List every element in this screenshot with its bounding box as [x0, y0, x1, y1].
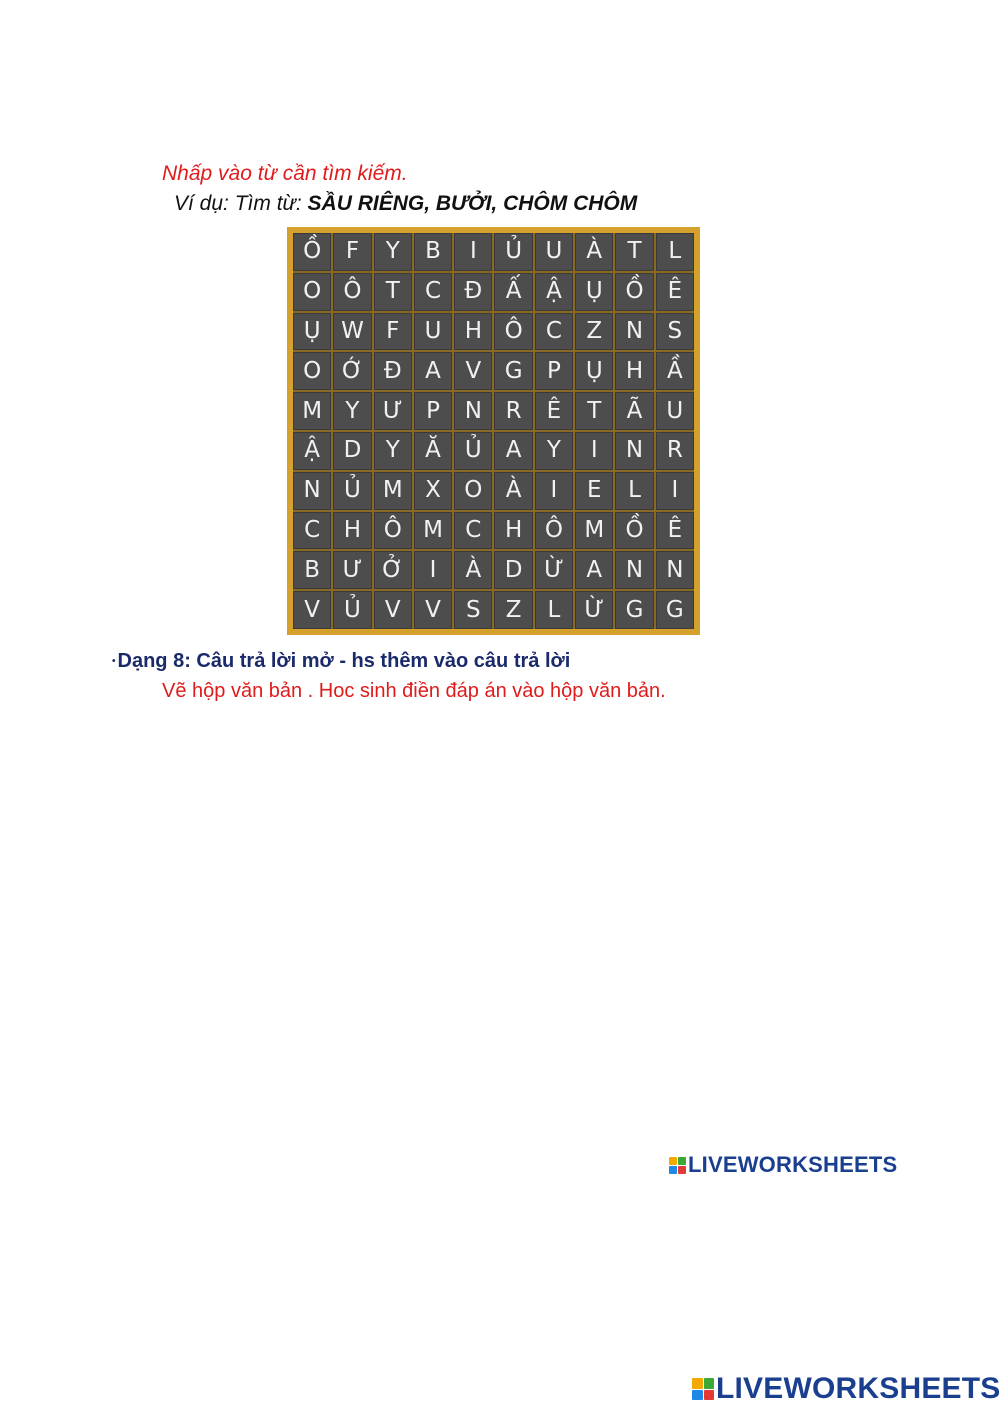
- grid-cell-r6-c10[interactable]: R: [656, 432, 694, 470]
- example-prefix: Ví dụ: Tìm từ:: [174, 192, 308, 215]
- grid-cell-r8-c7[interactable]: Ô: [535, 512, 573, 550]
- grid-cell-r9-c5[interactable]: À: [454, 551, 492, 589]
- grid-cell-r8-c3[interactable]: Ô: [374, 512, 412, 550]
- grid-cell-r7-c10[interactable]: I: [656, 472, 694, 510]
- grid-cell-r8-c6[interactable]: H: [494, 512, 532, 550]
- grid-cell-r3-c5[interactable]: H: [454, 313, 492, 351]
- grid-cell-r10-c5[interactable]: S: [454, 591, 492, 629]
- grid-cell-r7-c6[interactable]: À: [494, 472, 532, 510]
- liveworksheets-mark-icon: [669, 1157, 686, 1174]
- grid-cell-r5-c8[interactable]: T: [575, 392, 613, 430]
- grid-cell-r9-c8[interactable]: A: [575, 551, 613, 589]
- grid-cell-r4-c6[interactable]: G: [494, 352, 532, 390]
- grid-cell-r7-c8[interactable]: E: [575, 472, 613, 510]
- grid-cell-r1-c8[interactable]: À: [575, 233, 613, 271]
- grid-cell-r8-c9[interactable]: Ồ: [615, 512, 653, 550]
- grid-cell-r7-c9[interactable]: L: [615, 472, 653, 510]
- bullet-icon: •: [112, 656, 116, 668]
- grid-cell-r6-c3[interactable]: Y: [374, 432, 412, 470]
- grid-cell-r6-c2[interactable]: D: [333, 432, 371, 470]
- grid-cell-r2-c3[interactable]: T: [374, 273, 412, 311]
- grid-cell-r3-c4[interactable]: U: [414, 313, 452, 351]
- grid-cell-r3-c8[interactable]: Z: [575, 313, 613, 351]
- grid-cell-r3-c7[interactable]: C: [535, 313, 573, 351]
- grid-cell-r9-c9[interactable]: N: [615, 551, 653, 589]
- grid-cell-r9-c2[interactable]: Ư: [333, 551, 371, 589]
- logo-text: LIVEWORKSHEETS: [716, 1372, 1000, 1405]
- grid-cell-r3-c1[interactable]: Ụ: [293, 313, 331, 351]
- grid-cell-r5-c6[interactable]: R: [494, 392, 532, 430]
- grid-cell-r4-c1[interactable]: O: [293, 352, 331, 390]
- grid-cell-r10-c3[interactable]: V: [374, 591, 412, 629]
- grid-cell-r5-c9[interactable]: Ã: [615, 392, 653, 430]
- grid-cell-r8-c10[interactable]: Ê: [656, 512, 694, 550]
- grid-cell-r9-c3[interactable]: Ở: [374, 551, 412, 589]
- grid-cell-r5-c7[interactable]: Ê: [535, 392, 573, 430]
- grid-cell-r5-c3[interactable]: Ư: [374, 392, 412, 430]
- grid-cell-r5-c2[interactable]: Y: [333, 392, 371, 430]
- grid-cell-r1-c10[interactable]: L: [656, 233, 694, 271]
- grid-cell-r6-c7[interactable]: Y: [535, 432, 573, 470]
- grid-cell-r1-c2[interactable]: F: [333, 233, 371, 271]
- grid-cell-r1-c9[interactable]: T: [615, 233, 653, 271]
- grid-cell-r7-c1[interactable]: N: [293, 472, 331, 510]
- grid-cell-r7-c7[interactable]: I: [535, 472, 573, 510]
- grid-cell-r5-c1[interactable]: M: [293, 392, 331, 430]
- grid-cell-r4-c8[interactable]: Ụ: [575, 352, 613, 390]
- grid-cell-r6-c9[interactable]: N: [615, 432, 653, 470]
- grid-cell-r4-c4[interactable]: A: [414, 352, 452, 390]
- grid-cell-r3-c3[interactable]: F: [374, 313, 412, 351]
- grid-cell-r5-c5[interactable]: N: [454, 392, 492, 430]
- grid-cell-r2-c1[interactable]: O: [293, 273, 331, 311]
- grid-cell-r1-c7[interactable]: U: [535, 233, 573, 271]
- grid-cell-r7-c2[interactable]: Ủ: [333, 472, 371, 510]
- grid-cell-r2-c8[interactable]: Ụ: [575, 273, 613, 311]
- word-search-grid: [293, 233, 694, 629]
- grid-cell-r6-c1[interactable]: Ậ: [293, 432, 331, 470]
- grid-cell-r8-c8[interactable]: M: [575, 512, 613, 550]
- grid-cell-r7-c5[interactable]: O: [454, 472, 492, 510]
- grid-cell-r8-c2[interactable]: H: [333, 512, 371, 550]
- grid-cell-r6-c4[interactable]: Ă: [414, 432, 452, 470]
- grid-cell-r4-c5[interactable]: V: [454, 352, 492, 390]
- grid-cell-r4-c9[interactable]: H: [615, 352, 653, 390]
- section-8-heading: [112, 650, 570, 673]
- grid-cell-r2-c5[interactable]: Đ: [454, 273, 492, 311]
- grid-cell-r10-c8[interactable]: Ừ: [575, 591, 613, 629]
- logo-text: LIVEWORKSHEETS: [688, 1152, 898, 1177]
- grid-cell-r10-c2[interactable]: Ủ: [333, 591, 371, 629]
- grid-cell-r8-c5[interactable]: C: [454, 512, 492, 550]
- grid-cell-r1-c6[interactable]: Ủ: [494, 233, 532, 271]
- grid-cell-r4-c10[interactable]: Ầ: [656, 352, 694, 390]
- grid-cell-r6-c8[interactable]: I: [575, 432, 613, 470]
- section-8-title: Dạng 8: Câu trả lời mở - hs thêm vào câu trả lời: [117, 650, 571, 672]
- grid-cell-r4-c2[interactable]: Ớ: [333, 352, 371, 390]
- grid-cell-r1-c4[interactable]: B: [414, 233, 452, 271]
- grid-cell-r4-c3[interactable]: Đ: [374, 352, 412, 390]
- grid-cell-r6-c6[interactable]: A: [494, 432, 532, 470]
- grid-cell-r8-c4[interactable]: M: [414, 512, 452, 550]
- grid-cell-r6-c5[interactable]: Ủ: [454, 432, 492, 470]
- grid-cell-r10-c10[interactable]: G: [656, 591, 694, 629]
- grid-cell-r2-c7[interactable]: Ậ: [535, 273, 573, 311]
- grid-cell-r3-c2[interactable]: W: [333, 313, 371, 351]
- section-8-instruction: Vẽ hộp văn bản . Hoc sinh điền đáp án vào hộp văn bản.: [162, 680, 666, 702]
- example-words: SẦU RIÊNG, BƯỞI, CHÔM CHÔM: [307, 192, 638, 215]
- grid-cell-r1-c3[interactable]: Y: [374, 233, 412, 271]
- grid-cell-r3-c9[interactable]: N: [615, 313, 653, 351]
- grid-cell-r10-c4[interactable]: V: [414, 591, 452, 629]
- word-search-board: [287, 227, 700, 635]
- grid-cell-r5-c4[interactable]: P: [414, 392, 452, 430]
- grid-cell-r7-c3[interactable]: M: [374, 472, 412, 510]
- grid-cell-r3-c6[interactable]: Ô: [494, 313, 532, 351]
- grid-cell-r9-c1[interactable]: B: [293, 551, 331, 589]
- grid-cell-r10-c1[interactable]: V: [293, 591, 331, 629]
- liveworksheets-logo: [669, 1152, 897, 1178]
- grid-cell-r1-c1[interactable]: Ồ: [293, 233, 331, 271]
- grid-cell-r1-c5[interactable]: I: [454, 233, 492, 271]
- grid-cell-r5-c10[interactable]: U: [656, 392, 694, 430]
- grid-cell-r2-c10[interactable]: Ê: [656, 273, 694, 311]
- liveworksheets-footer-logo: [692, 1372, 1000, 1406]
- grid-cell-r9-c7[interactable]: Ừ: [535, 551, 573, 589]
- grid-cell-r2-c2[interactable]: Ô: [333, 273, 371, 311]
- grid-cell-r10-c7[interactable]: L: [535, 591, 573, 629]
- grid-cell-r4-c7[interactable]: P: [535, 352, 573, 390]
- grid-cell-r7-c4[interactable]: X: [414, 472, 452, 510]
- liveworksheets-mark-icon: [692, 1378, 714, 1400]
- grid-cell-r2-c4[interactable]: C: [414, 273, 452, 311]
- grid-cell-r2-c6[interactable]: Ấ: [494, 273, 532, 311]
- grid-cell-r9-c4[interactable]: I: [414, 551, 452, 589]
- instruction-click-word: Nhấp vào từ cần tìm kiếm.: [162, 162, 408, 185]
- grid-cell-r9-c10[interactable]: N: [656, 551, 694, 589]
- grid-cell-r9-c6[interactable]: D: [494, 551, 532, 589]
- grid-cell-r8-c1[interactable]: C: [293, 512, 331, 550]
- grid-cell-r10-c6[interactable]: Z: [494, 591, 532, 629]
- grid-cell-r3-c10[interactable]: S: [656, 313, 694, 351]
- grid-cell-r10-c9[interactable]: G: [615, 591, 653, 629]
- grid-cell-r2-c9[interactable]: Ồ: [615, 273, 653, 311]
- instruction-example: [174, 192, 637, 216]
